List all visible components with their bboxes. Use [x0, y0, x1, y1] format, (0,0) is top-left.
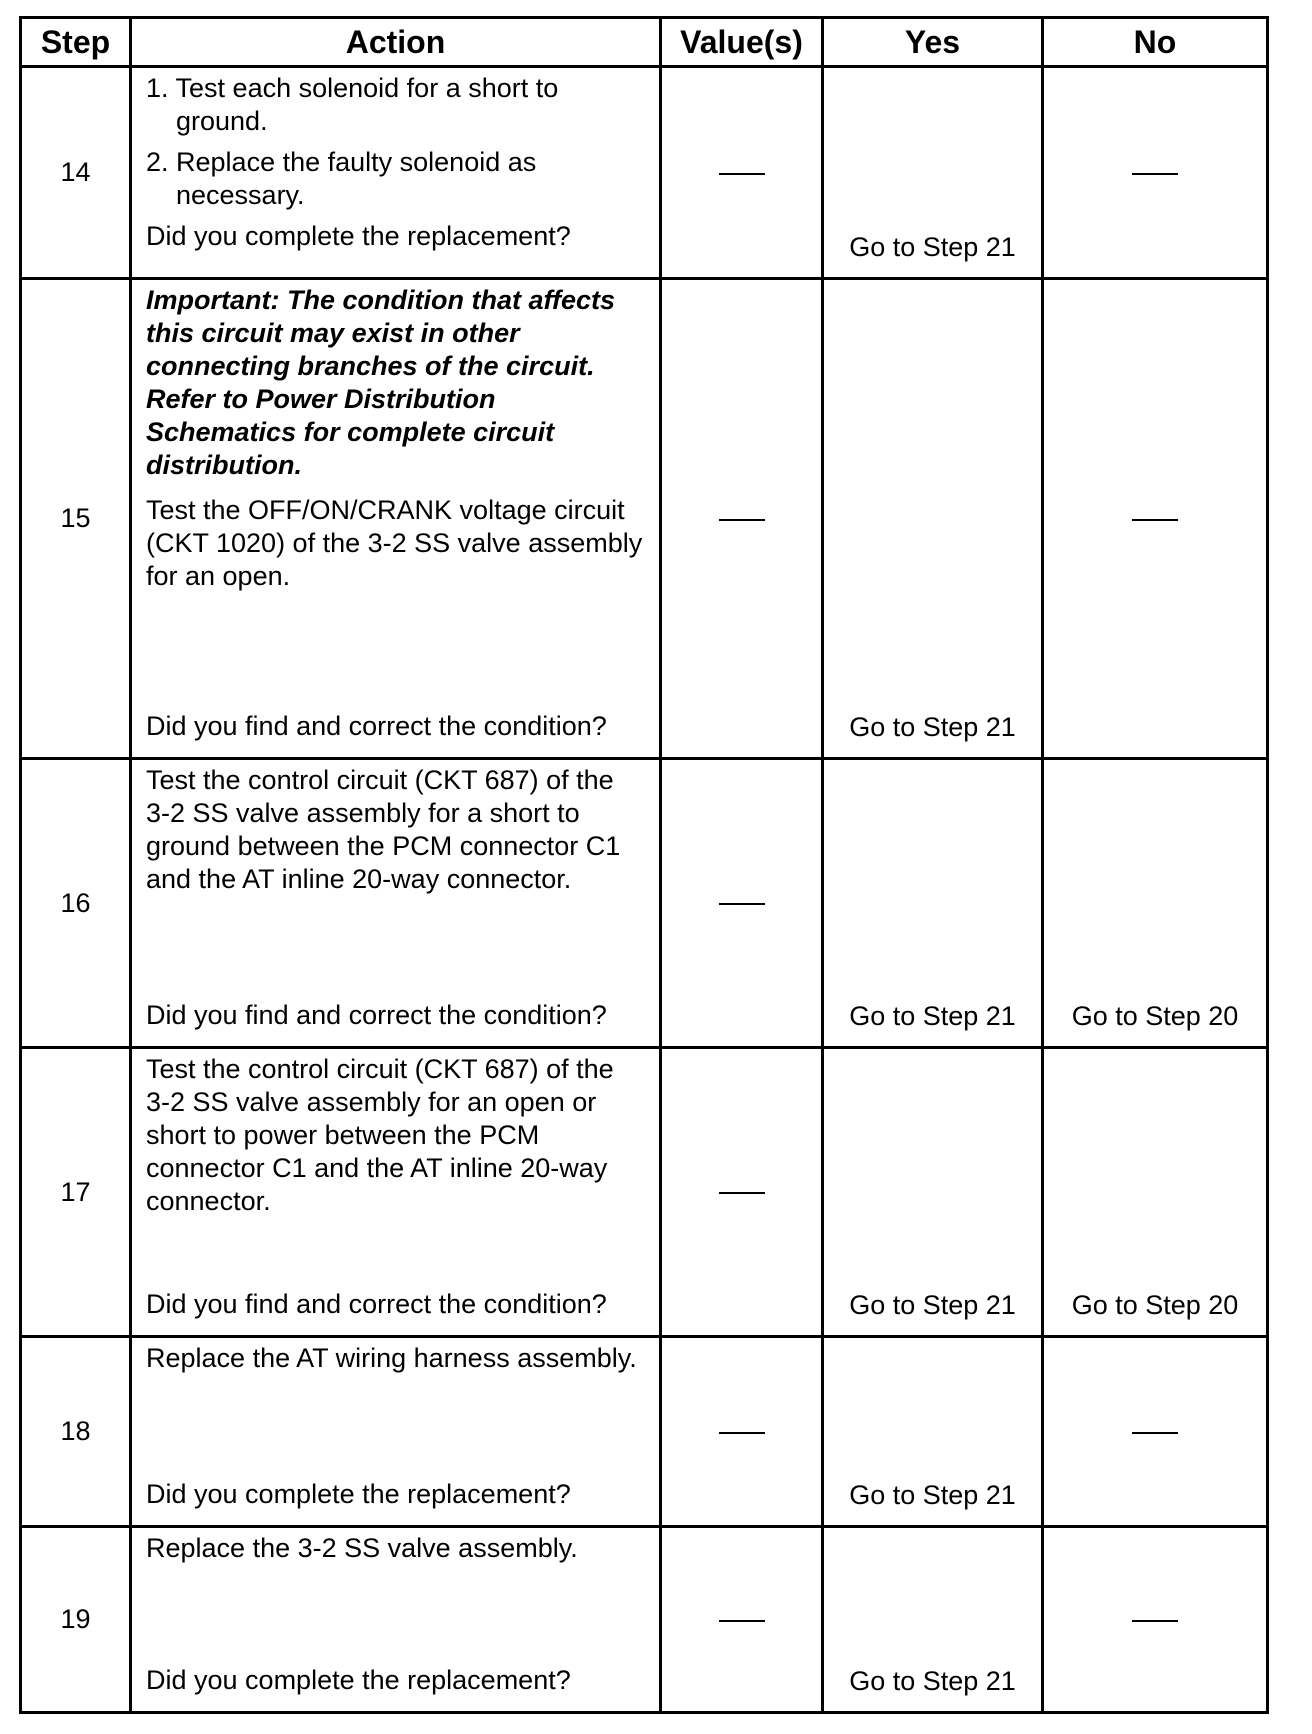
value-cell: [661, 1337, 823, 1527]
step-number: 19: [21, 1527, 131, 1713]
header-action: Action: [131, 18, 661, 67]
no-cell: [1043, 279, 1268, 759]
value-cell: [661, 67, 823, 279]
action-list-item: 1. Test each solenoid for a short to ground.: [146, 73, 559, 136]
header-no: No: [1043, 18, 1268, 67]
action-text: Test the OFF/ON/CRANK voltage circuit (CKT 1020) of the 3-2 SS valve assembly for an open.: [146, 495, 643, 591]
no-cell: [1043, 1337, 1268, 1527]
no-dash: [1132, 1432, 1178, 1434]
important-note: Important: The condition that affects this circuit may exist in other connecting branches of the circuit. Refer to Power Distribution Schematics for complete circuit distribution.: [146, 285, 616, 480]
header-row: [21, 18, 1268, 67]
value-dash: [719, 173, 765, 175]
yes-cell: Go to Step 21: [823, 67, 1043, 279]
action-text: Replace the 3-2 SS valve assembly.: [146, 1533, 578, 1563]
value-dash: [719, 519, 765, 521]
action-question: Did you find and correct the condition?: [146, 1000, 607, 1030]
no-dash: [1132, 519, 1178, 521]
value-dash: [719, 1432, 765, 1434]
value-dash: [719, 1620, 765, 1622]
yes-cell: Go to Step 21: [823, 279, 1043, 759]
table-row: [21, 1527, 1268, 1713]
value-cell: [661, 1048, 823, 1337]
yes-cell: Go to Step 21: [823, 1048, 1043, 1337]
step-number: 16: [21, 759, 131, 1048]
action-list-item: 2. Replace the faulty solenoid as necessary.: [146, 147, 537, 210]
action-cell: [131, 1337, 661, 1527]
yes-cell: Go to Step 21: [823, 1527, 1043, 1713]
step-number: 17: [21, 1048, 131, 1337]
header-values: Value(s): [661, 18, 823, 67]
table-row: [21, 1337, 1268, 1527]
no-cell: Go to Step 20: [1043, 759, 1268, 1048]
value-cell: [661, 1527, 823, 1713]
action-cell: [131, 1048, 661, 1337]
no-dash: [1132, 173, 1178, 175]
no-dash: [1132, 1620, 1178, 1622]
table-row: [21, 67, 1268, 279]
value-cell: [661, 759, 823, 1048]
header-step: Step: [21, 18, 131, 67]
action-cell: [131, 279, 661, 759]
header-yes: Yes: [823, 18, 1043, 67]
action-text: Replace the AT wiring harness assembly.: [146, 1343, 637, 1373]
action-cell: [131, 759, 661, 1048]
diagnostic-table: [19, 16, 1269, 1714]
step-number: 18: [21, 1337, 131, 1527]
table-row: [21, 279, 1268, 759]
yes-cell: Go to Step 21: [823, 759, 1043, 1048]
value-cell: [661, 279, 823, 759]
step-number: 14: [21, 67, 131, 279]
action-question: Did you find and correct the condition?: [146, 1289, 607, 1319]
no-cell: Go to Step 20: [1043, 1048, 1268, 1337]
table-row: [21, 1048, 1268, 1337]
table-row: [21, 759, 1268, 1048]
action-list: [146, 72, 645, 212]
action-text: Test the control circuit (CKT 687) of the 3-2 SS valve assembly for an open or short to power between the PCM connector C1 and the AT inline 20-way connector.: [146, 1054, 614, 1216]
no-cell: [1043, 67, 1268, 279]
action-text: Test the control circuit (CKT 687) of the 3-2 SS valve assembly for a short to ground between the PCM connector C1 and the AT inline 20-way connector.: [146, 765, 621, 894]
action-question: Did you complete the replacement?: [146, 221, 571, 251]
action-question: Did you complete the replacement?: [146, 1665, 571, 1695]
yes-cell: Go to Step 21: [823, 1337, 1043, 1527]
action-question: Did you find and correct the condition?: [146, 711, 607, 741]
value-dash: [719, 903, 765, 905]
action-cell: [131, 1527, 661, 1713]
value-dash: [719, 1192, 765, 1194]
action-cell: [131, 67, 661, 279]
no-cell: [1043, 1527, 1268, 1713]
action-question: Did you complete the replacement?: [146, 1479, 571, 1509]
step-number: 15: [21, 279, 131, 759]
